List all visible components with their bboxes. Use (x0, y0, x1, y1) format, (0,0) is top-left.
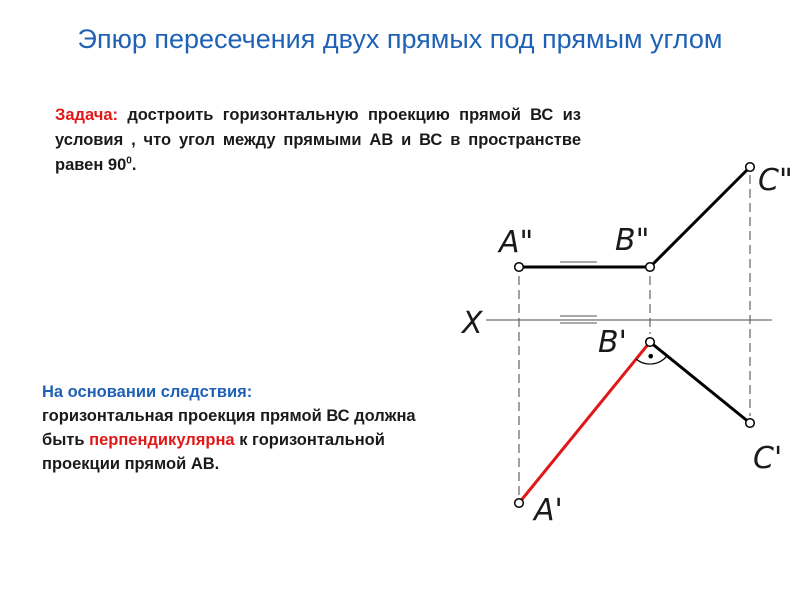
task-label: Задача: (55, 106, 119, 124)
label-b2: B" (615, 223, 650, 258)
point-a1 (515, 499, 524, 508)
consequence-body-after: к горизонтальной проекции прямой АВ. (42, 431, 385, 473)
label-a2: A" (499, 225, 534, 260)
label-c1: C' (753, 441, 783, 476)
line-a1-b1 (519, 342, 650, 503)
consequence-body-before: горизонтальная проекция прямой ВС должна быть (42, 407, 416, 449)
task-end: . (131, 156, 137, 174)
line-b2-c2 (650, 167, 750, 267)
consequence-highlight: перпендикулярна (89, 431, 235, 449)
task-body: достроить горизонтальную проекцию прямой ВС из условия , что угол между прямыми АВ и ВС в пространстве равен 90 (55, 106, 581, 174)
point-a2 (515, 263, 524, 272)
label-b1: B' (598, 325, 627, 360)
point-b1 (646, 338, 655, 347)
label-a1: A' (534, 493, 563, 528)
consequence-heading: На основании следствия: (42, 383, 253, 401)
page-title: Эпюр пересечения двух прямых под прямым углом (77, 24, 723, 54)
task-degree: 0 (126, 155, 132, 167)
point-c2 (746, 163, 755, 172)
point-b2 (646, 263, 655, 272)
right-angle-dot: • (646, 347, 656, 366)
label-c2: C" (758, 163, 793, 198)
line-b1-c1 (650, 342, 750, 423)
point-c1 (746, 419, 755, 428)
label-x-axis: X (462, 306, 483, 341)
